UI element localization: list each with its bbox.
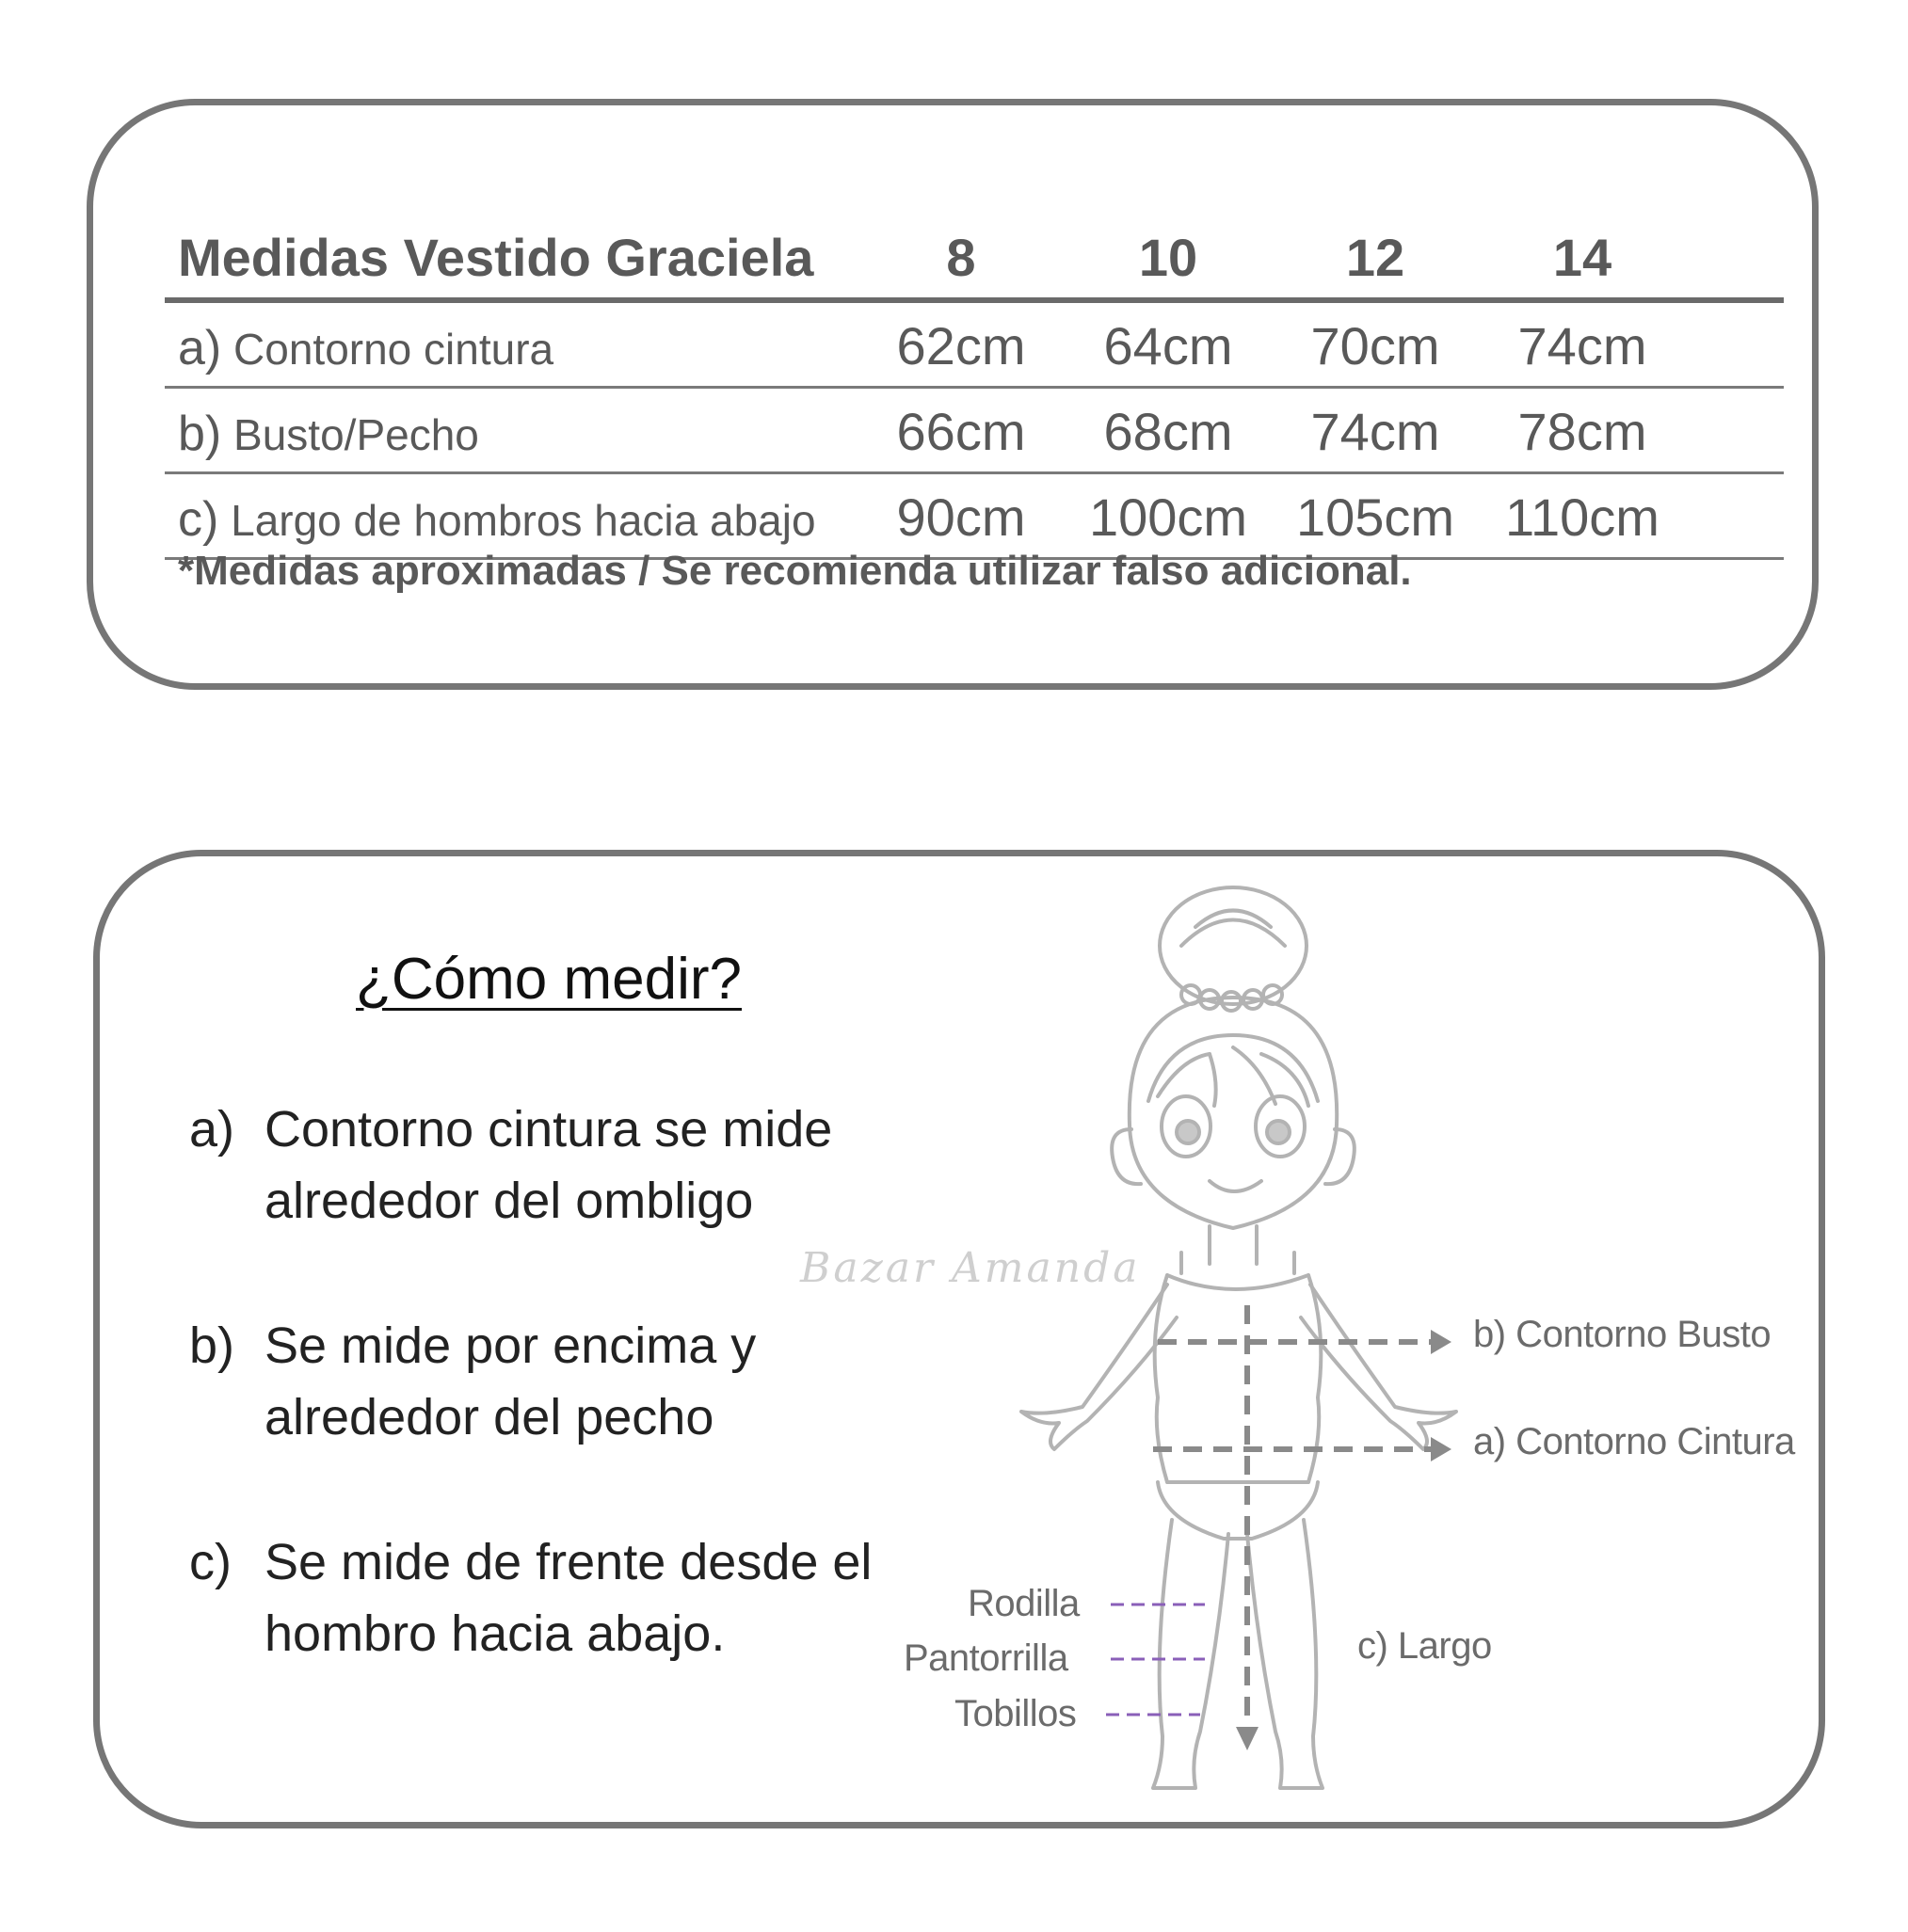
size-table-header: [165, 207, 1784, 303]
length-label: c) Largo: [1357, 1625, 1492, 1667]
step-waist: [189, 1094, 832, 1237]
table-cell: 66cm: [896, 402, 1026, 461]
step-line: Se mide de frente desde el: [265, 1534, 873, 1590]
table-cell: 74cm: [1517, 316, 1647, 375]
row-label-waist: [178, 320, 553, 376]
table-cell: 110cm: [1505, 487, 1659, 547]
step-length: [189, 1526, 872, 1669]
step-line: alrededor del pecho: [265, 1389, 714, 1445]
step-marker: a): [189, 1101, 235, 1158]
right-leg-icon: [1247, 1520, 1323, 1788]
smile-icon: [1210, 1181, 1261, 1191]
table-cell: 70cm: [1310, 316, 1440, 375]
step-line: Contorno cintura se mide: [265, 1101, 833, 1158]
size-header-10: 10: [1138, 228, 1198, 287]
size-table-card: [87, 99, 1819, 690]
row-letter: a): [178, 321, 222, 375]
bust-arrow-icon: [1431, 1330, 1451, 1354]
step-line: Se mide por encima y: [265, 1317, 757, 1374]
left-leg-icon: [1153, 1520, 1228, 1788]
step-line: hombro hacia abajo.: [265, 1605, 726, 1662]
row-label-length: [178, 491, 816, 548]
ankle-label: Tobillos: [954, 1693, 1077, 1734]
table-row: [165, 389, 1784, 474]
size-table: [165, 207, 1784, 560]
waist-label: a) Contorno Cintura: [1473, 1421, 1795, 1462]
size-table-note: *Medidas aproximadas / Se recomienda utilizar falso adicional.: [178, 548, 1412, 594]
bust-label: b) Contorno Busto: [1473, 1314, 1772, 1355]
table-cell: 68cm: [1103, 402, 1233, 461]
table-cell: 62cm: [896, 316, 1026, 375]
size-header-14: 14: [1552, 228, 1612, 287]
calf-label: Pantorrilla: [904, 1637, 1068, 1679]
step-line: alrededor del ombligo: [265, 1173, 754, 1229]
table-cell: 100cm: [1088, 487, 1248, 547]
size-header-12: 12: [1345, 228, 1405, 287]
row-label-text: Largo de hombros hacia abajo: [231, 496, 816, 545]
step-marker: c): [189, 1534, 232, 1590]
size-header-8: 8: [946, 228, 976, 287]
right-arm-icon: [1301, 1285, 1456, 1449]
torso-icon: [1155, 1275, 1322, 1482]
length-arrow-icon: [1236, 1727, 1259, 1750]
row-letter: b): [178, 407, 222, 461]
table-cell: 105cm: [1295, 487, 1455, 547]
how-to-measure-title: ¿Cómo medir?: [356, 947, 742, 1012]
knee-label: Rodilla: [968, 1583, 1080, 1624]
table-cell: 78cm: [1517, 402, 1647, 461]
step-marker: b): [189, 1317, 235, 1374]
waist-arrow-icon: [1431, 1437, 1451, 1461]
step-bust: [189, 1310, 756, 1453]
row-label-bust: [178, 406, 479, 462]
size-table-title: Medidas Vestido Graciela: [178, 228, 814, 287]
row-letter: c): [178, 492, 219, 547]
head-icon: [1130, 998, 1337, 1228]
watermark: Bazar Amanda: [800, 1244, 1141, 1292]
table-row: [165, 303, 1784, 389]
table-cell: 90cm: [896, 487, 1026, 547]
row-label-text: Busto/Pecho: [233, 410, 479, 459]
row-label-text: Contorno cintura: [233, 325, 554, 374]
table-cell: 74cm: [1310, 402, 1440, 461]
table-cell: 64cm: [1103, 316, 1233, 375]
underwear-icon: [1158, 1482, 1318, 1539]
